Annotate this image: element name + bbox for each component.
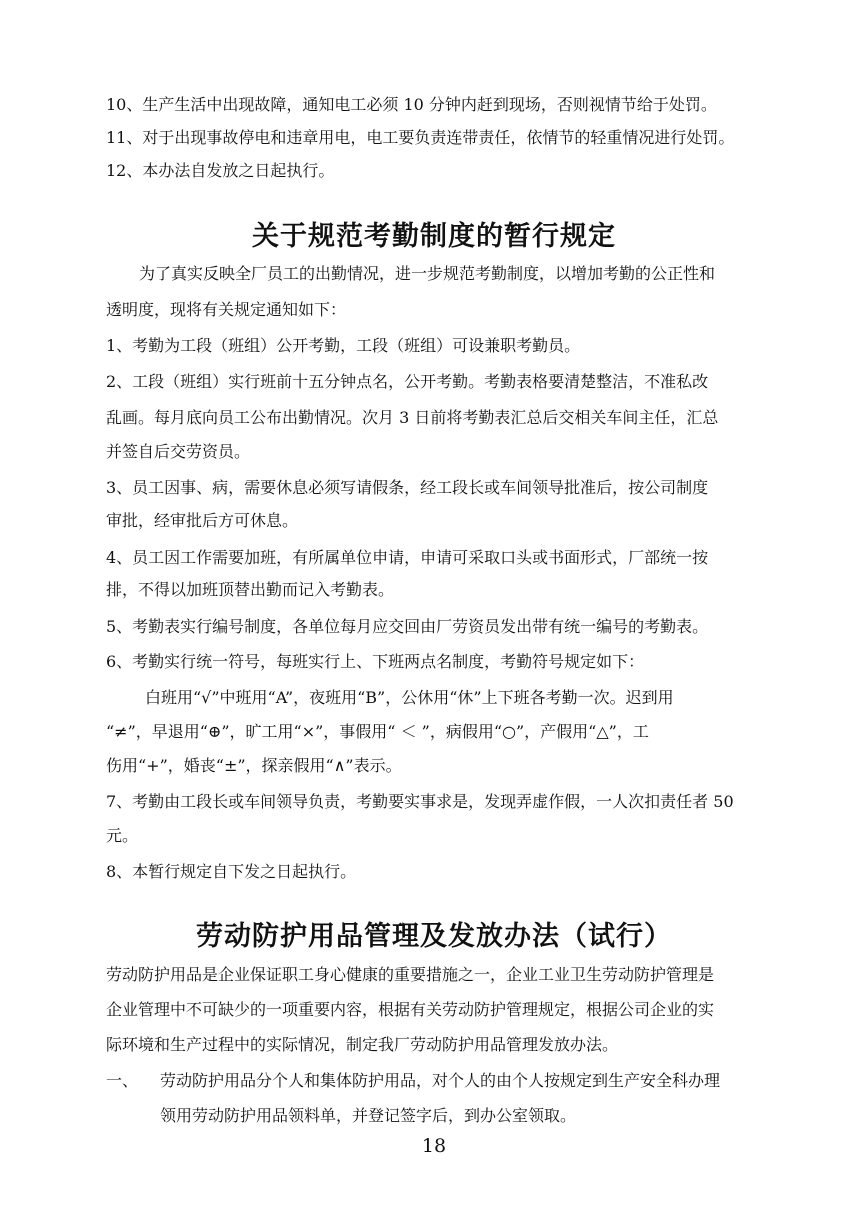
list-item xyxy=(106,1069,776,1093)
section-title: 劳动防护用品管理及发放办法（试行） xyxy=(196,921,672,952)
paragraph-line: 10、生产生活中出现故障，通知电工必须 10 分钟内赶到现场，否则视情节给于处罚。 xyxy=(106,95,717,114)
paragraph-line: 企业管理中不可缺少的一项重要内容，根据有关劳动防护管理规定，根据公司企业的实 xyxy=(106,1000,715,1019)
paragraph-line: 乱画。每月底向员工公布出勤情况。次月 3 日前将考勤表汇总后交相关车间主任，汇总 xyxy=(106,408,719,427)
paragraph-line: “≠”，早退用“⊕”，旷工用“×”，事假用“ ＜ ”，病假用“○”，产假用“△”，工 xyxy=(106,722,649,741)
list-item: 7、考勤由工段长或车间领导负责，考勤要实事求是，发现弄虚作假，一人次扣责任者 50 xyxy=(106,792,734,811)
page-number: 18 xyxy=(421,1135,447,1157)
list-item-text: 劳动防护用品分个人和集体防护用品，对个人的由个人按规定到生产安全科办理 xyxy=(160,1071,721,1090)
list-item: 1、考勤为工段（班组）公开考勤，工段（班组）可设兼职考勤员。 xyxy=(106,336,581,355)
list-item: 6、考勤实行统一符号，每班实行上、下班两点名制度，考勤符号规定如下： xyxy=(106,652,645,671)
section-title: 关于规范考勤制度的暂行规定 xyxy=(252,221,616,252)
paragraph-line: 劳动防护用品是企业保证职工身心健康的重要措施之一，企业工业卫生劳动防护管理是 xyxy=(106,965,715,984)
paragraph-line: 11、对于出现事故停电和违章用电，电工要负责连带责任，依情节的轻重情况进行处罚。 xyxy=(106,128,735,147)
list-item: 5、考勤表实行编号制度，各单位每月应交回由厂劳资员发出带有统一编号的考勤表。 xyxy=(106,617,709,636)
paragraph-line: 为了真实反映全厂员工的出勤情况，进一步规范考勤制度，以增加考勤的公正性和 xyxy=(139,264,716,283)
paragraph-line: 元。 xyxy=(106,826,139,845)
list-item: 3、员工因事、病，需要休息必须写请假条，经工段长或车间领导批准后，按公司制度 xyxy=(106,478,709,497)
list-item: 4、员工因工作需要加班，有所属单位申请，申请可采取口头或书面形式，厂部统一按 xyxy=(106,548,709,567)
paragraph-line: 12、本办法自发放之日起执行。 xyxy=(106,161,335,180)
paragraph-line: 并签自后交劳资员。 xyxy=(106,442,251,461)
paragraph-line: 际环境和生产过程中的实际情况，制定我厂劳动防护用品管理发放办法。 xyxy=(106,1035,619,1054)
paragraph-line: 透明度，现将有关规定通知如下： xyxy=(106,300,347,319)
paragraph-line: 审批，经审批后方可休息。 xyxy=(106,511,299,530)
paragraph-line: 排，不得以加班顶替出勤而记入考勤表。 xyxy=(106,580,395,599)
list-number: 一、 xyxy=(106,1071,139,1090)
paragraph-line: 领用劳动防护用品领料单，并登记签字后，到办公室领取。 xyxy=(160,1106,577,1125)
paragraph-line: 白班用“√”中班用“A”，夜班用“B”，公休用“休”上下班各考勤一次。迟到用 xyxy=(145,688,674,707)
paragraph-line: 伤用“+”，婚丧“±”，探亲假用“∧”表示。 xyxy=(106,756,402,775)
list-item: 8、本暂行规定自下发之日起执行。 xyxy=(106,862,357,881)
list-item: 2、工段（班组）实行班前十五分钟点名，公开考勤。考勤表格要清楚整洁，不准私改 xyxy=(106,372,709,391)
